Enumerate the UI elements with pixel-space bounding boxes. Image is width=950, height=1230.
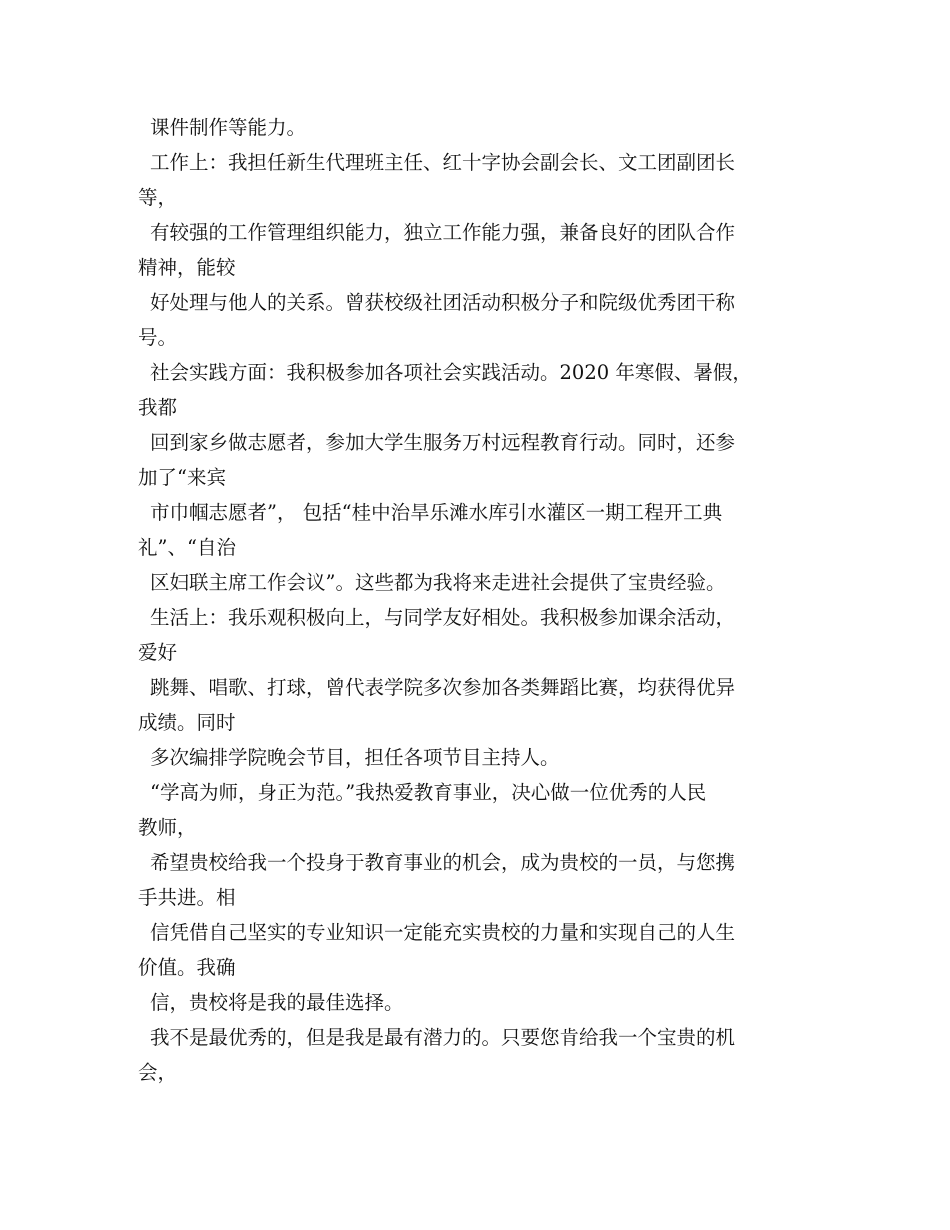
text-line: 礼”、“自治	[138, 536, 236, 559]
text-line: 跳舞、唱歌、打球，曾代表学院多次参加各类舞蹈比赛，均获得优异	[150, 676, 736, 699]
text-line: 信，贵校将是我的最佳选择。	[150, 991, 404, 1014]
text-line: 加了“来宾	[138, 466, 226, 489]
text-line: 成绩。同时	[138, 711, 236, 734]
text-line: “学高为师，身正为范。”我热爱教育事业，决心做一位优秀的人民	[150, 781, 707, 804]
text-line: 希望贵校给我一个投身于教育事业的机会，成为贵校的一员，与您携	[150, 851, 736, 874]
text-line: 爱好	[138, 641, 178, 664]
text-line: 区妇联主席工作会议”。这些都为我将来走进社会提供了宝贵经验。	[150, 571, 726, 594]
text-line: 价值。我确	[138, 956, 236, 979]
text-line: 教师，	[138, 816, 197, 839]
text-line: 回到家乡做志愿者，参加大学生服务万村远程教育行动。同时，还参	[150, 431, 736, 454]
text-line: 我都	[138, 396, 178, 419]
text-line: 手共进。相	[138, 886, 236, 909]
text-line: 市巾帼志愿者”， 包括“桂中治旱乐滩水库引水灌区一期工程开工典	[150, 501, 723, 524]
text-line: 多次编排学院晚会节目，担任各项节目主持人。	[150, 746, 560, 769]
document-page	[138, 110, 818, 1090]
text-line: 有较强的工作管理组织能力，独立工作能力强，兼备良好的团队合作	[150, 221, 736, 244]
text-line: 我不是最优秀的，但是我是最有潜力的。只要您肯给我一个宝贵的机	[150, 1026, 736, 1049]
text-line: 生活上：我乐观积极向上，与同学友好相处。我积极参加课余活动，	[150, 606, 736, 629]
text-line: 社会实践方面：我积极参加各项社会实践活动。2020 年寒假、暑假，	[150, 361, 752, 384]
text-line: 好处理与他人的关系。曾获校级社团活动积极分子和院级优秀团干称	[150, 291, 736, 314]
text-line: 工作上：我担任新生代理班主任、红十字协会副会长、文工团副团长	[150, 151, 736, 174]
text-line: 号。	[138, 326, 178, 349]
text-line: 会，	[138, 1061, 178, 1084]
text-line: 课件制作等能力。	[150, 116, 307, 139]
text-line: 等，	[138, 186, 178, 209]
text-line: 精神，能较	[138, 256, 236, 279]
text-line: 信凭借自己坚实的专业知识一定能充实贵校的力量和实现自己的人生	[150, 921, 736, 944]
